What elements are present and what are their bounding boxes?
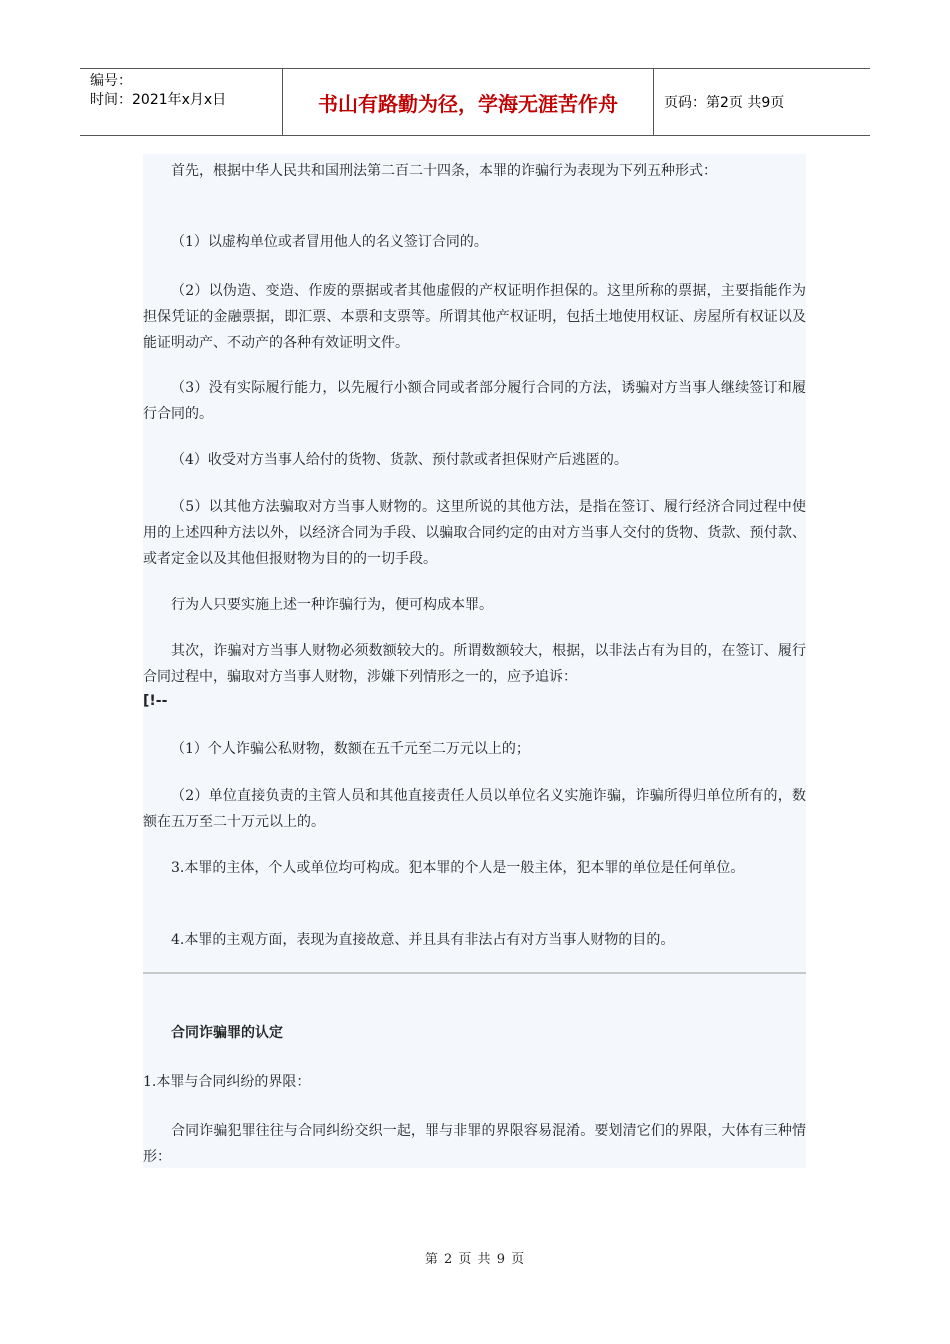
page-footer: 第 2 页 共 9 页: [424, 1252, 526, 1267]
paragraph: （5）以其他方法骗取对方当事人财物的。这里所说的其他方法，是指在签订、履行经济合同过程中使用的上述四种方法以外，以经济合同为手段、以骗取合同约定的由对方当事人交付的货物、货款、预付款、或者定金以及其他但报财物为目的的一切手段。: [143, 499, 806, 567]
section-divider: [143, 972, 806, 974]
paragraph: 首先，根据中华人民共和国刑法第二百二十四条，本罪的诈骗行为表现为下列五种形式：: [171, 163, 717, 179]
paragraph: 4.本罪的主观方面，表现为直接故意、并且具有非法占有对方当事人财物的目的。: [171, 932, 675, 948]
paragraph: 其次，诈骗对方当事人财物必须数额较大的。所谓数额较大，根据，以非法占有为目的，在签订、履行合同过程中，骗取对方当事人财物，涉嫌下列情形之一的，应予追诉：: [143, 643, 806, 685]
paragraph: （4）收受对方当事人给付的货物、货款、预付款或者担保财产后逃匿的。: [171, 452, 628, 468]
paragraph: （1）以虚构单位或者冒用他人的名义签订合同的。: [171, 234, 488, 250]
paragraph: 3.本罪的主体，个人或单位均可构成。犯本罪的个人是一般主体，犯本罪的单位是任何单位。: [171, 860, 745, 876]
paragraph: 行为人只要实施上述一种诈骗行为，便可构成本罪。: [171, 597, 493, 613]
document-body: [143, 154, 806, 1168]
header-page-label: 页码：第2页 共9页: [664, 95, 785, 111]
paragraph: （3）没有实际履行能力，以先履行小额合同或者部分履行合同的方法，诱骗对方当事人继续签订和履行合同的。: [143, 380, 806, 422]
subheading: 1.本罪与合同纠纷的界限：: [143, 1074, 311, 1090]
header-motto: 书山有路勤为径，学海无涯苦作舟: [282, 69, 654, 135]
paragraph: 合同诈骗犯罪往往与合同纠纷交织一起，罪与非罪的界限容易混淆。要划清它们的界限，大体有三种情形：: [143, 1123, 806, 1165]
time-label: 时间：2021年x月x日: [90, 92, 227, 108]
page-header: [80, 68, 870, 136]
header-info: [80, 69, 282, 135]
paragraph: （2）单位直接负责的主管人员和其他直接责任人员以单位名义实施诈骗，诈骗所得归单位所有的，数额在五万至二十万元以上的。: [143, 788, 806, 830]
section-heading: 合同诈骗罪的认定: [171, 1025, 283, 1041]
code-label: 编号：: [90, 73, 132, 89]
comment-marker: [!--: [143, 693, 168, 709]
paragraph: （1）个人诈骗公私财物，数额在五千元至二万元以上的；: [171, 741, 530, 757]
paragraph: （2）以伪造、变造、作废的票据或者其他虚假的产权证明作担保的。这里所称的票据，主要指能作为担保凭证的金融票据，即汇票、本票和支票等。所谓其他产权证明，包括土地使用权证、房屋所有权证以及能证明动产、不动产的各种有效证明文件。: [143, 283, 806, 351]
